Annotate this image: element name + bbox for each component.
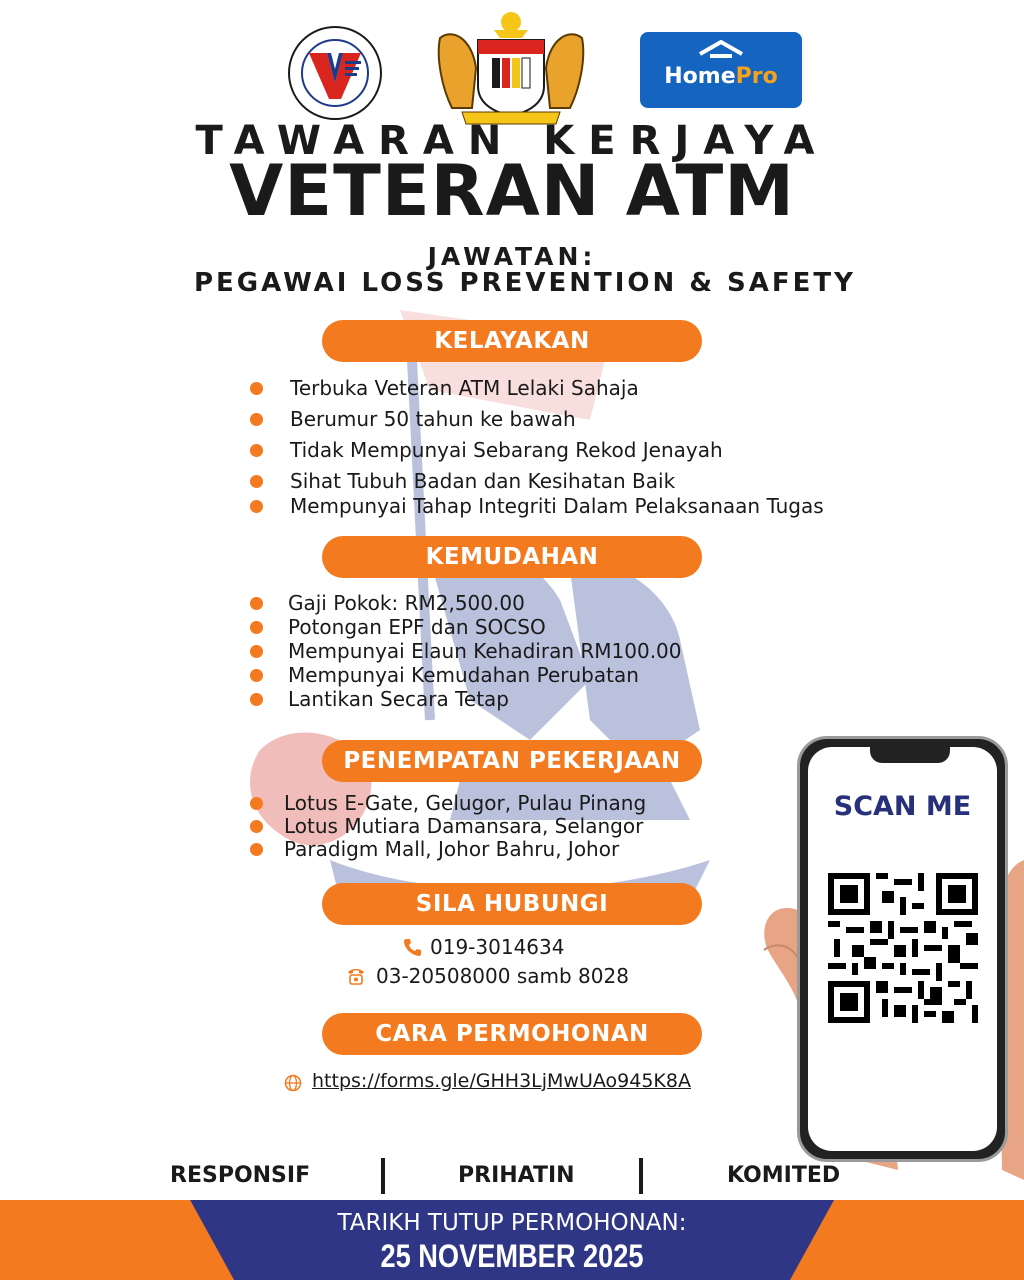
office-contact[interactable] — [346, 964, 629, 988]
motto-prihatin: PRIHATIN — [458, 1163, 575, 1188]
phone-icon — [402, 937, 422, 957]
veteran-logo — [287, 25, 383, 121]
list-item: Lotus Mutiara Damansara, Selangor — [250, 814, 646, 837]
kemudahan-list — [250, 591, 682, 711]
motto-divider — [639, 1158, 643, 1194]
list-item: Potongan EPF dan SOCSO — [250, 615, 682, 639]
homepro-logo — [640, 32, 802, 108]
list-item: Mempunyai Elaun Kehadiran RM100.00 — [250, 639, 682, 663]
telephone-icon — [346, 966, 366, 986]
qr-code-icon[interactable] — [828, 873, 978, 1023]
phone-screen — [808, 747, 997, 1151]
bullet-icon — [250, 597, 263, 610]
section-kemudahan-title: KEMUDAHAN — [322, 536, 702, 578]
homepro-pro-text: Pro — [735, 64, 778, 89]
list-item: Gaji Pokok: RM2,500.00 — [250, 591, 682, 615]
globe-icon — [284, 1074, 302, 1092]
closing-date-value: 25 NOVEMBER 2025 — [380, 1238, 644, 1274]
veteran-v-logo-icon — [287, 25, 383, 121]
bullet-icon — [250, 797, 263, 810]
bullet-icon — [250, 413, 263, 426]
office-number: 03-20508000 samb 8028 — [376, 964, 629, 988]
motto-komited: KOMITED — [727, 1163, 841, 1188]
bullet-icon — [250, 645, 263, 658]
scan-me-label: SCAN ME — [833, 791, 972, 822]
section-permohonan-title: CARA PERMOHONAN — [322, 1013, 702, 1055]
heading-line2: VETERAN ATM — [229, 150, 795, 232]
application-form-link[interactable]: https://forms.gle/GHH3LjMwUAo945K8A — [312, 1070, 691, 1092]
bullet-icon — [250, 475, 263, 488]
penempatan-list — [250, 791, 646, 860]
list-item: Lantikan Secara Tetap — [250, 687, 682, 711]
closing-date-label: TARIKH TUTUP PERMOHONAN: — [337, 1210, 687, 1236]
position-label: JAWATAN: — [427, 242, 597, 271]
kelayakan-list — [250, 376, 824, 519]
bullet-icon — [250, 693, 263, 706]
list-item: Paradigm Mall, Johor Bahru, Johor — [250, 837, 646, 860]
phone-notch — [870, 747, 950, 763]
house-roof-icon — [696, 40, 746, 64]
bullet-icon — [250, 500, 263, 513]
closing-date-footer — [0, 1200, 1024, 1280]
position-title: PEGAWAI LOSS PREVENTION & SAFETY — [193, 268, 856, 298]
list-item: Lotus E-Gate, Gelugor, Pulau Pinang — [250, 791, 646, 814]
coat-of-arms-icon — [432, 8, 590, 128]
section-kelayakan-title: KELAYAKAN — [322, 320, 702, 362]
list-item: Berumur 50 tahun ke bawah — [250, 407, 824, 438]
heading-line1: TAWARAN KERJAYA — [195, 118, 829, 164]
bullet-icon — [250, 444, 263, 457]
bullet-icon — [250, 820, 263, 833]
bullet-icon — [250, 382, 263, 395]
list-item: Tidak Mempunyai Sebarang Rekod Jenayah — [250, 438, 824, 469]
bullet-icon — [250, 843, 263, 856]
list-item: Sihat Tubuh Badan dan Kesihatan Baik — [250, 469, 824, 494]
list-item: Mempunyai Tahap Integriti Dalam Pelaksanaan Tugas — [250, 494, 824, 519]
motto-responsif: RESPONSIF — [170, 1163, 311, 1188]
section-penempatan-title: PENEMPATAN PEKERJAAN — [322, 740, 702, 782]
bullet-icon — [250, 669, 263, 682]
mobile-number: 019-3014634 — [430, 935, 565, 959]
section-hubungi-title: SILA HUBUNGI — [322, 883, 702, 925]
homepro-home-text: Home — [664, 64, 736, 89]
list-item: Mempunyai Kemudahan Perubatan — [250, 663, 682, 687]
phone-mockup — [797, 736, 1008, 1162]
mobile-contact[interactable] — [402, 935, 564, 959]
list-item: Terbuka Veteran ATM Lelaki Sahaja — [250, 376, 824, 407]
bullet-icon — [250, 621, 263, 634]
motto-divider — [381, 1158, 385, 1194]
malaysia-crest — [432, 8, 590, 128]
